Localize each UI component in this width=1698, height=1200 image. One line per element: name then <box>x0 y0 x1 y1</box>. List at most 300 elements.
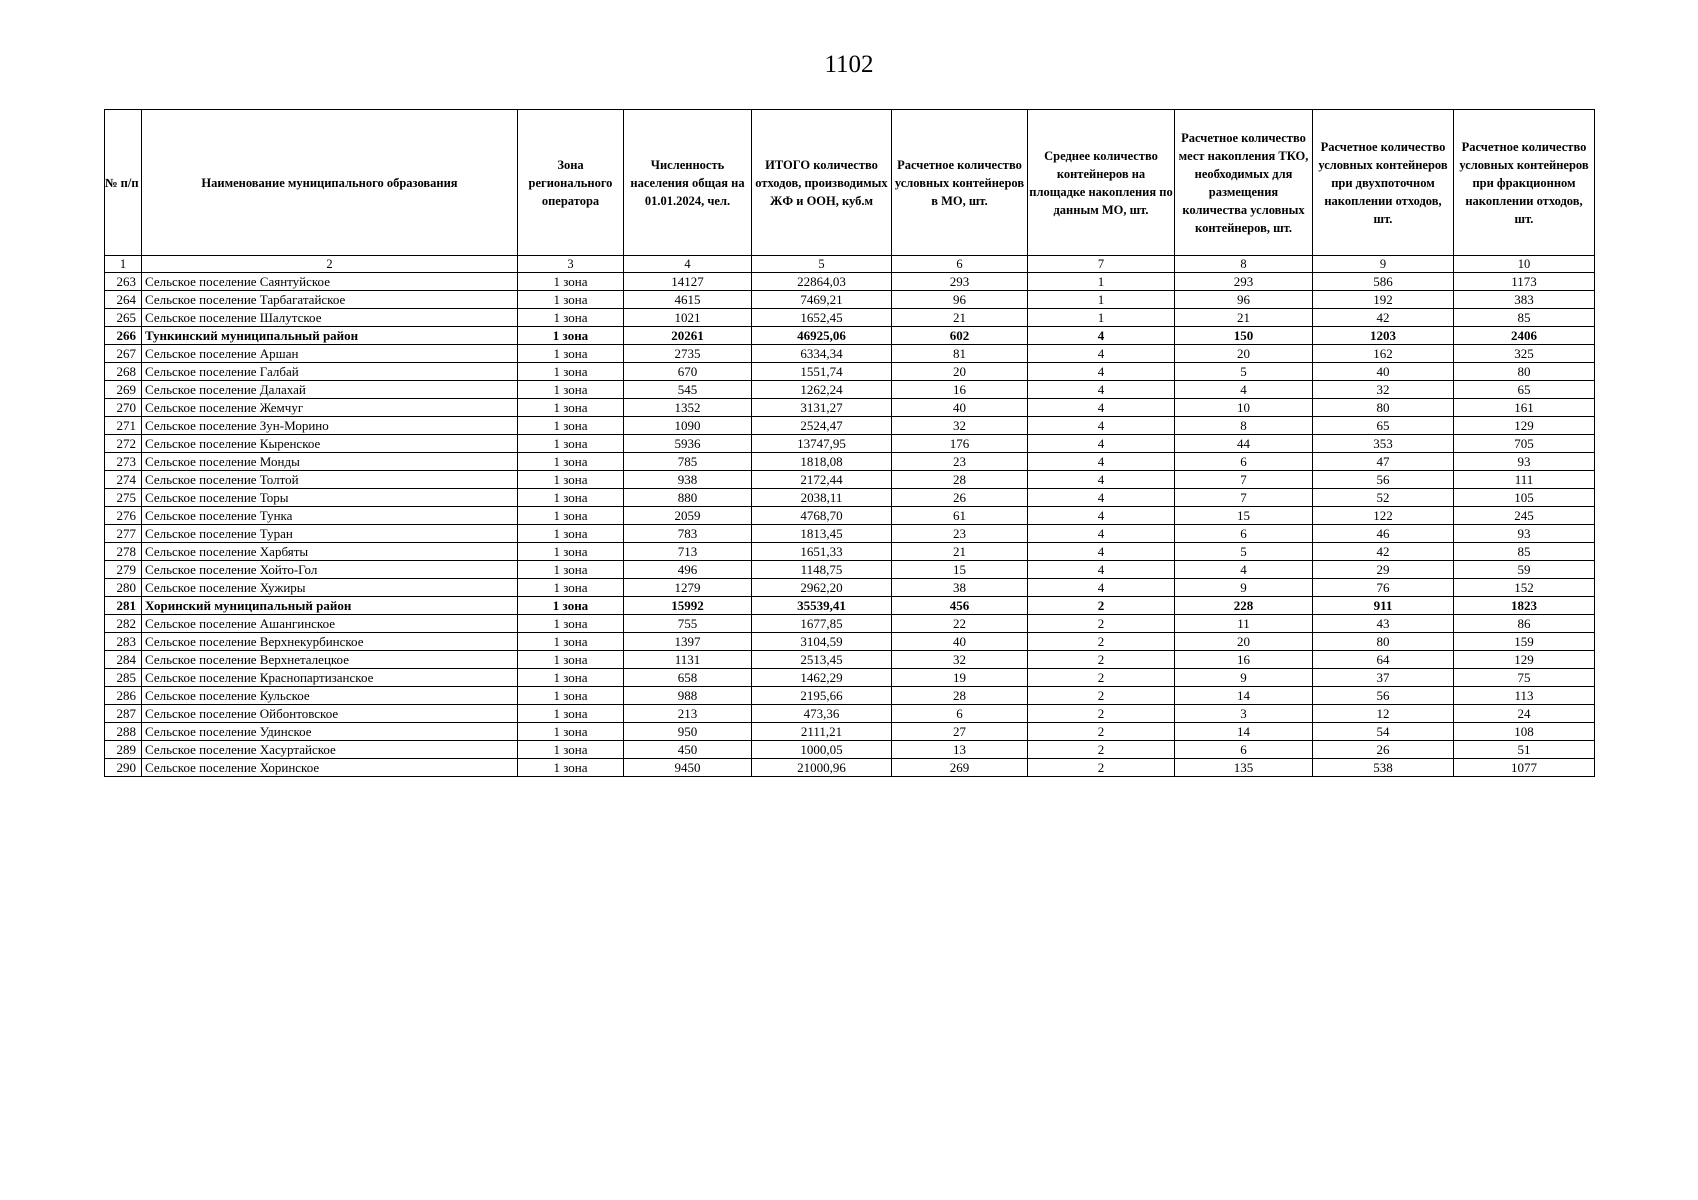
table-row <box>105 633 1595 651</box>
table-row <box>105 507 1595 525</box>
fractional-cell: 105 <box>1454 489 1595 507</box>
avg-containers-cell: 1 <box>1028 309 1175 327</box>
column-index-cell: 3 <box>518 256 624 273</box>
population-cell: 950 <box>624 723 752 741</box>
sites-cell: 96 <box>1175 291 1313 309</box>
row-number-cell: 283 <box>105 633 142 651</box>
table-row <box>105 381 1595 399</box>
waste-volume-cell: 6334,34 <box>752 345 892 363</box>
two-stream-cell: 56 <box>1313 687 1454 705</box>
waste-volume-cell: 1462,29 <box>752 669 892 687</box>
sites-cell: 20 <box>1175 633 1313 651</box>
table-row <box>105 345 1595 363</box>
waste-volume-cell: 1262,24 <box>752 381 892 399</box>
row-number-cell: 289 <box>105 741 142 759</box>
zone-cell: 1 зона <box>518 453 624 471</box>
row-number-cell: 288 <box>105 723 142 741</box>
name-cell: Сельское поселение Харбяты <box>142 543 518 561</box>
avg-containers-cell: 1 <box>1028 291 1175 309</box>
avg-containers-cell: 4 <box>1028 525 1175 543</box>
name-cell: Сельское поселение Зун-Морино <box>142 417 518 435</box>
population-cell: 14127 <box>624 273 752 291</box>
table-row <box>105 723 1595 741</box>
fractional-cell: 108 <box>1454 723 1595 741</box>
sites-cell: 293 <box>1175 273 1313 291</box>
fractional-cell: 705 <box>1454 435 1595 453</box>
name-cell: Сельское поселение Ашангинское <box>142 615 518 633</box>
sites-cell: 11 <box>1175 615 1313 633</box>
containers-cell: 40 <box>892 399 1028 417</box>
waste-volume-cell: 1000,05 <box>752 741 892 759</box>
two-stream-cell: 43 <box>1313 615 1454 633</box>
name-cell: Сельское поселение Удинское <box>142 723 518 741</box>
population-cell: 1131 <box>624 651 752 669</box>
name-cell: Сельское поселение Туран <box>142 525 518 543</box>
avg-containers-cell: 2 <box>1028 597 1175 615</box>
zone-cell: 1 зона <box>518 579 624 597</box>
name-cell: Сельское поселение Хоринское <box>142 759 518 777</box>
two-stream-cell: 538 <box>1313 759 1454 777</box>
name-cell: Сельское поселение Торы <box>142 489 518 507</box>
column-index-cell: 10 <box>1454 256 1595 273</box>
header-cell: Численность населения общая на 01.01.2024, чел. <box>624 110 752 256</box>
row-number-cell: 270 <box>105 399 142 417</box>
containers-cell: 26 <box>892 489 1028 507</box>
containers-cell: 21 <box>892 309 1028 327</box>
population-cell: 755 <box>624 615 752 633</box>
table-row <box>105 597 1595 615</box>
name-cell: Сельское поселение Краснопартизанское <box>142 669 518 687</box>
waste-volume-cell: 1551,74 <box>752 363 892 381</box>
zone-cell: 1 зона <box>518 489 624 507</box>
table-row <box>105 273 1595 291</box>
name-cell: Сельское поселение Шалутское <box>142 309 518 327</box>
row-number-cell: 277 <box>105 525 142 543</box>
sites-cell: 44 <box>1175 435 1313 453</box>
zone-cell: 1 зона <box>518 345 624 363</box>
containers-cell: 32 <box>892 417 1028 435</box>
row-number-cell: 286 <box>105 687 142 705</box>
sites-cell: 20 <box>1175 345 1313 363</box>
population-cell: 5936 <box>624 435 752 453</box>
table-row <box>105 489 1595 507</box>
fractional-cell: 93 <box>1454 525 1595 543</box>
table-row <box>105 417 1595 435</box>
table-row <box>105 651 1595 669</box>
avg-containers-cell: 2 <box>1028 651 1175 669</box>
fractional-cell: 2406 <box>1454 327 1595 345</box>
containers-cell: 22 <box>892 615 1028 633</box>
name-cell: Сельское поселение Далахай <box>142 381 518 399</box>
two-stream-cell: 353 <box>1313 435 1454 453</box>
row-number-cell: 279 <box>105 561 142 579</box>
fractional-cell: 113 <box>1454 687 1595 705</box>
fractional-cell: 1077 <box>1454 759 1595 777</box>
header-cell: Среднее количество контейнеров на площадке накопления по данным МО, шт. <box>1028 110 1175 256</box>
row-number-cell: 278 <box>105 543 142 561</box>
sites-cell: 3 <box>1175 705 1313 723</box>
population-cell: 2735 <box>624 345 752 363</box>
row-number-cell: 290 <box>105 759 142 777</box>
zone-cell: 1 зона <box>518 273 624 291</box>
zone-cell: 1 зона <box>518 651 624 669</box>
column-index-cell: 1 <box>105 256 142 273</box>
fractional-cell: 65 <box>1454 381 1595 399</box>
table-row <box>105 705 1595 723</box>
row-number-cell: 267 <box>105 345 142 363</box>
population-cell: 15992 <box>624 597 752 615</box>
sites-cell: 4 <box>1175 381 1313 399</box>
row-number-cell: 285 <box>105 669 142 687</box>
two-stream-cell: 54 <box>1313 723 1454 741</box>
name-cell: Сельское поселение Жемчуг <box>142 399 518 417</box>
zone-cell: 1 зона <box>518 759 624 777</box>
fractional-cell: 75 <box>1454 669 1595 687</box>
header-row <box>105 110 1595 256</box>
containers-cell: 23 <box>892 453 1028 471</box>
name-cell: Сельское поселение Монды <box>142 453 518 471</box>
population-cell: 785 <box>624 453 752 471</box>
fractional-cell: 51 <box>1454 741 1595 759</box>
name-cell: Сельское поселение Кыренское <box>142 435 518 453</box>
population-cell: 670 <box>624 363 752 381</box>
header-cell: Расчетное количество мест накопления ТКО, необходимых для размещения количества условных контейнеров, шт. <box>1175 110 1313 256</box>
sites-cell: 6 <box>1175 525 1313 543</box>
two-stream-cell: 42 <box>1313 543 1454 561</box>
two-stream-cell: 80 <box>1313 633 1454 651</box>
avg-containers-cell: 2 <box>1028 705 1175 723</box>
data-table <box>104 109 1595 777</box>
population-cell: 1090 <box>624 417 752 435</box>
waste-volume-cell: 1818,08 <box>752 453 892 471</box>
row-number-cell: 281 <box>105 597 142 615</box>
containers-cell: 81 <box>892 345 1028 363</box>
population-cell: 1279 <box>624 579 752 597</box>
column-index-cell: 6 <box>892 256 1028 273</box>
zone-cell: 1 зона <box>518 561 624 579</box>
table-row <box>105 561 1595 579</box>
header-cell: ИТОГО количество отходов, производимых ЖФ и ООН, куб.м <box>752 110 892 256</box>
containers-cell: 28 <box>892 687 1028 705</box>
waste-volume-cell: 3131,27 <box>752 399 892 417</box>
two-stream-cell: 32 <box>1313 381 1454 399</box>
row-number-cell: 274 <box>105 471 142 489</box>
containers-cell: 27 <box>892 723 1028 741</box>
avg-containers-cell: 4 <box>1028 363 1175 381</box>
fractional-cell: 85 <box>1454 309 1595 327</box>
fractional-cell: 85 <box>1454 543 1595 561</box>
avg-containers-cell: 4 <box>1028 417 1175 435</box>
row-number-cell: 280 <box>105 579 142 597</box>
waste-volume-cell: 4768,70 <box>752 507 892 525</box>
avg-containers-cell: 2 <box>1028 741 1175 759</box>
header-cell: Расчетное количество условных контейнеров в МО, шт. <box>892 110 1028 256</box>
row-number-cell: 266 <box>105 327 142 345</box>
population-cell: 880 <box>624 489 752 507</box>
header-cell: Наименование муниципального образования <box>142 110 518 256</box>
population-cell: 213 <box>624 705 752 723</box>
avg-containers-cell: 2 <box>1028 723 1175 741</box>
zone-cell: 1 зона <box>518 309 624 327</box>
two-stream-cell: 80 <box>1313 399 1454 417</box>
name-cell: Сельское поселение Аршан <box>142 345 518 363</box>
sites-cell: 21 <box>1175 309 1313 327</box>
containers-cell: 16 <box>892 381 1028 399</box>
two-stream-cell: 911 <box>1313 597 1454 615</box>
two-stream-cell: 37 <box>1313 669 1454 687</box>
table-row <box>105 687 1595 705</box>
row-number-cell: 264 <box>105 291 142 309</box>
containers-cell: 269 <box>892 759 1028 777</box>
two-stream-cell: 12 <box>1313 705 1454 723</box>
two-stream-cell: 586 <box>1313 273 1454 291</box>
population-cell: 496 <box>624 561 752 579</box>
zone-cell: 1 зона <box>518 669 624 687</box>
name-cell: Тункинский муниципальный район <box>142 327 518 345</box>
containers-cell: 40 <box>892 633 1028 651</box>
containers-cell: 61 <box>892 507 1028 525</box>
containers-cell: 602 <box>892 327 1028 345</box>
table-row <box>105 471 1595 489</box>
column-index-cell: 7 <box>1028 256 1175 273</box>
table-row <box>105 363 1595 381</box>
name-cell: Сельское поселение Тарбагатайское <box>142 291 518 309</box>
fractional-cell: 159 <box>1454 633 1595 651</box>
waste-volume-cell: 1148,75 <box>752 561 892 579</box>
name-cell: Сельское поселение Хужиры <box>142 579 518 597</box>
waste-volume-cell: 2962,20 <box>752 579 892 597</box>
waste-volume-cell: 3104,59 <box>752 633 892 651</box>
table-row <box>105 453 1595 471</box>
sites-cell: 5 <box>1175 363 1313 381</box>
sites-cell: 135 <box>1175 759 1313 777</box>
containers-cell: 28 <box>892 471 1028 489</box>
fractional-cell: 1173 <box>1454 273 1595 291</box>
two-stream-cell: 64 <box>1313 651 1454 669</box>
avg-containers-cell: 4 <box>1028 543 1175 561</box>
row-number-cell: 287 <box>105 705 142 723</box>
population-cell: 1021 <box>624 309 752 327</box>
header-cell: Зона регионального оператора <box>518 110 624 256</box>
zone-cell: 1 зона <box>518 687 624 705</box>
containers-cell: 96 <box>892 291 1028 309</box>
row-number-cell: 268 <box>105 363 142 381</box>
zone-cell: 1 зона <box>518 363 624 381</box>
name-cell: Сельское поселение Верхнеталецкое <box>142 651 518 669</box>
name-cell: Сельское поселение Хасуртайское <box>142 741 518 759</box>
zone-cell: 1 зона <box>518 399 624 417</box>
zone-cell: 1 зона <box>518 525 624 543</box>
row-number-cell: 272 <box>105 435 142 453</box>
waste-volume-cell: 35539,41 <box>752 597 892 615</box>
table-row <box>105 399 1595 417</box>
zone-cell: 1 зона <box>518 507 624 525</box>
row-number-cell: 271 <box>105 417 142 435</box>
fractional-cell: 24 <box>1454 705 1595 723</box>
table-row <box>105 291 1595 309</box>
sites-cell: 5 <box>1175 543 1313 561</box>
waste-volume-cell: 2172,44 <box>752 471 892 489</box>
name-cell: Сельское поселение Ойбонтовское <box>142 705 518 723</box>
fractional-cell: 93 <box>1454 453 1595 471</box>
two-stream-cell: 26 <box>1313 741 1454 759</box>
avg-containers-cell: 4 <box>1028 345 1175 363</box>
two-stream-cell: 162 <box>1313 345 1454 363</box>
two-stream-cell: 65 <box>1313 417 1454 435</box>
avg-containers-cell: 4 <box>1028 507 1175 525</box>
fractional-cell: 86 <box>1454 615 1595 633</box>
avg-containers-cell: 4 <box>1028 453 1175 471</box>
page-number: 1102 <box>824 51 874 78</box>
avg-containers-cell: 2 <box>1028 633 1175 651</box>
sites-cell: 8 <box>1175 417 1313 435</box>
waste-volume-cell: 2038,11 <box>752 489 892 507</box>
column-index-cell: 2 <box>142 256 518 273</box>
two-stream-cell: 47 <box>1313 453 1454 471</box>
fractional-cell: 111 <box>1454 471 1595 489</box>
header-cell: Расчетное количество условных контейнеров при двухпоточном накоплении отходов, шт. <box>1313 110 1454 256</box>
population-cell: 658 <box>624 669 752 687</box>
table-row <box>105 669 1595 687</box>
avg-containers-cell: 4 <box>1028 489 1175 507</box>
column-index-cell: 9 <box>1313 256 1454 273</box>
waste-volume-cell: 46925,06 <box>752 327 892 345</box>
column-index-cell: 8 <box>1175 256 1313 273</box>
avg-containers-cell: 2 <box>1028 687 1175 705</box>
sites-cell: 4 <box>1175 561 1313 579</box>
zone-cell: 1 зона <box>518 417 624 435</box>
name-cell: Сельское поселение Кульское <box>142 687 518 705</box>
population-cell: 783 <box>624 525 752 543</box>
containers-cell: 6 <box>892 705 1028 723</box>
table-row <box>105 327 1595 345</box>
sites-cell: 6 <box>1175 453 1313 471</box>
name-cell: Сельское поселение Галбай <box>142 363 518 381</box>
zone-cell: 1 зона <box>518 705 624 723</box>
avg-containers-cell: 1 <box>1028 273 1175 291</box>
waste-volume-cell: 1677,85 <box>752 615 892 633</box>
row-number-cell: 265 <box>105 309 142 327</box>
name-cell: Сельское поселение Хойто-Гол <box>142 561 518 579</box>
fractional-cell: 245 <box>1454 507 1595 525</box>
two-stream-cell: 1203 <box>1313 327 1454 345</box>
sites-cell: 14 <box>1175 687 1313 705</box>
population-cell: 713 <box>624 543 752 561</box>
sites-cell: 228 <box>1175 597 1313 615</box>
zone-cell: 1 зона <box>518 633 624 651</box>
sites-cell: 16 <box>1175 651 1313 669</box>
zone-cell: 1 зона <box>518 291 624 309</box>
table-row <box>105 579 1595 597</box>
zone-cell: 1 зона <box>518 741 624 759</box>
containers-cell: 293 <box>892 273 1028 291</box>
column-index-cell: 4 <box>624 256 752 273</box>
sites-cell: 150 <box>1175 327 1313 345</box>
waste-volume-cell: 473,36 <box>752 705 892 723</box>
sites-cell: 9 <box>1175 579 1313 597</box>
table-row <box>105 525 1595 543</box>
table-row <box>105 615 1595 633</box>
avg-containers-cell: 4 <box>1028 327 1175 345</box>
two-stream-cell: 56 <box>1313 471 1454 489</box>
name-cell: Сельское поселение Саянтуйское <box>142 273 518 291</box>
avg-containers-cell: 4 <box>1028 381 1175 399</box>
avg-containers-cell: 2 <box>1028 615 1175 633</box>
sites-cell: 6 <box>1175 741 1313 759</box>
column-index-row <box>105 256 1595 273</box>
row-number-cell: 276 <box>105 507 142 525</box>
containers-cell: 19 <box>892 669 1028 687</box>
table-row <box>105 435 1595 453</box>
containers-cell: 21 <box>892 543 1028 561</box>
avg-containers-cell: 2 <box>1028 759 1175 777</box>
containers-cell: 38 <box>892 579 1028 597</box>
two-stream-cell: 122 <box>1313 507 1454 525</box>
two-stream-cell: 40 <box>1313 363 1454 381</box>
waste-volume-cell: 1813,45 <box>752 525 892 543</box>
fractional-cell: 129 <box>1454 651 1595 669</box>
row-number-cell: 275 <box>105 489 142 507</box>
waste-volume-cell: 1651,33 <box>752 543 892 561</box>
row-number-cell: 263 <box>105 273 142 291</box>
two-stream-cell: 52 <box>1313 489 1454 507</box>
sites-cell: 7 <box>1175 471 1313 489</box>
containers-cell: 15 <box>892 561 1028 579</box>
name-cell: Сельское поселение Тунка <box>142 507 518 525</box>
two-stream-cell: 29 <box>1313 561 1454 579</box>
two-stream-cell: 76 <box>1313 579 1454 597</box>
row-number-cell: 269 <box>105 381 142 399</box>
population-cell: 20261 <box>624 327 752 345</box>
zone-cell: 1 зона <box>518 471 624 489</box>
waste-volume-cell: 7469,21 <box>752 291 892 309</box>
zone-cell: 1 зона <box>518 723 624 741</box>
row-number-cell: 282 <box>105 615 142 633</box>
name-cell: Сельское поселение Толтой <box>142 471 518 489</box>
population-cell: 938 <box>624 471 752 489</box>
population-cell: 1397 <box>624 633 752 651</box>
two-stream-cell: 46 <box>1313 525 1454 543</box>
name-cell: Сельское поселение Верхнекурбинское <box>142 633 518 651</box>
population-cell: 988 <box>624 687 752 705</box>
containers-cell: 20 <box>892 363 1028 381</box>
waste-volume-cell: 2524,47 <box>752 417 892 435</box>
avg-containers-cell: 4 <box>1028 561 1175 579</box>
waste-volume-cell: 1652,45 <box>752 309 892 327</box>
population-cell: 545 <box>624 381 752 399</box>
waste-volume-cell: 2195,66 <box>752 687 892 705</box>
avg-containers-cell: 4 <box>1028 399 1175 417</box>
fractional-cell: 80 <box>1454 363 1595 381</box>
population-cell: 2059 <box>624 507 752 525</box>
name-cell: Хоринский муниципальный район <box>142 597 518 615</box>
fractional-cell: 59 <box>1454 561 1595 579</box>
zone-cell: 1 зона <box>518 543 624 561</box>
zone-cell: 1 зона <box>518 597 624 615</box>
two-stream-cell: 192 <box>1313 291 1454 309</box>
population-cell: 9450 <box>624 759 752 777</box>
fractional-cell: 383 <box>1454 291 1595 309</box>
zone-cell: 1 зона <box>518 327 624 345</box>
population-cell: 450 <box>624 741 752 759</box>
header-cell: Расчетное количество условных контейнеров при фракционном накоплении отходов, шт. <box>1454 110 1595 256</box>
avg-containers-cell: 4 <box>1028 435 1175 453</box>
containers-cell: 23 <box>892 525 1028 543</box>
waste-volume-cell: 21000,96 <box>752 759 892 777</box>
avg-containers-cell: 2 <box>1028 669 1175 687</box>
waste-volume-cell: 2111,21 <box>752 723 892 741</box>
zone-cell: 1 зона <box>518 615 624 633</box>
